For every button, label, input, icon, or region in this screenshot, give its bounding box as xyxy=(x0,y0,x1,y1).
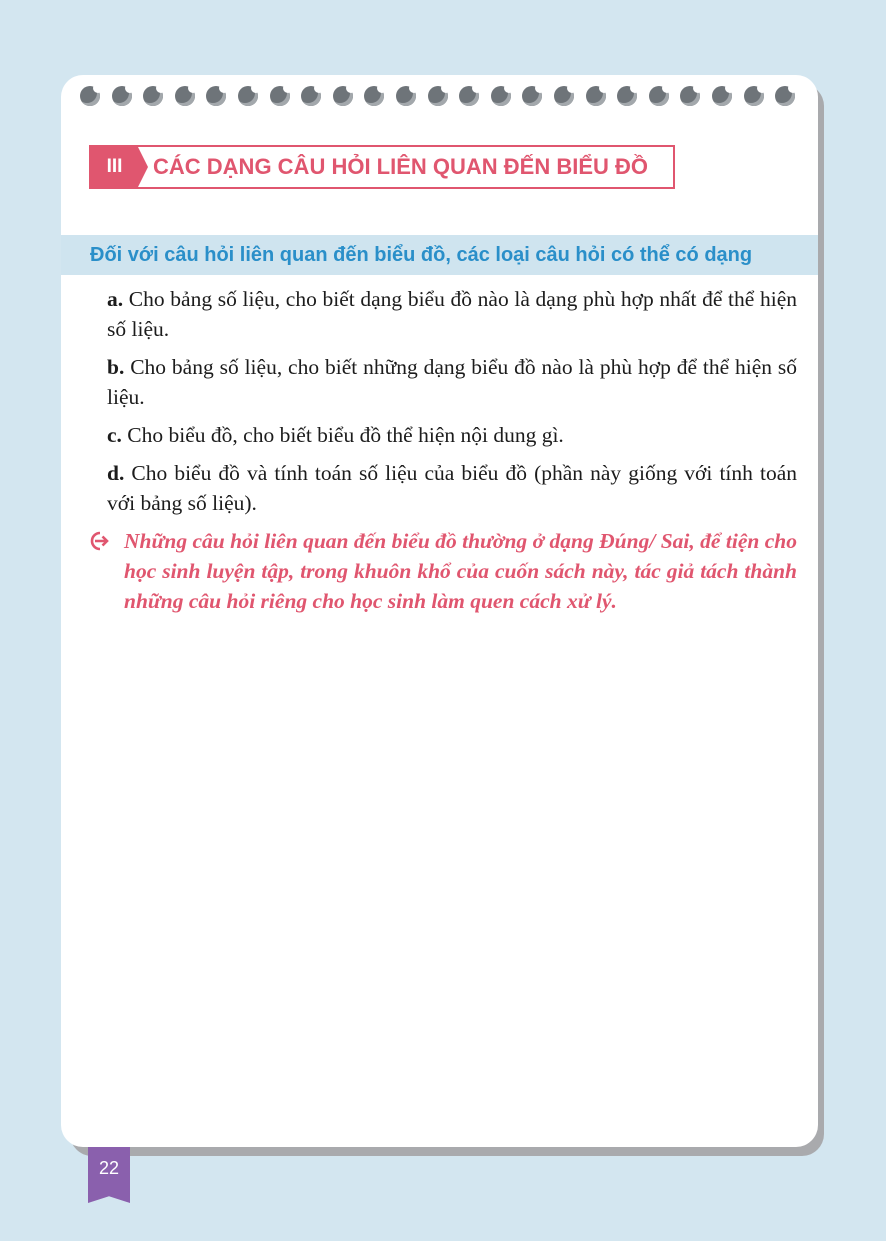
spiral-binding xyxy=(80,86,810,110)
arrow-circle-right-icon xyxy=(90,531,110,551)
binding-ring-icon xyxy=(775,86,795,106)
item-letter: d. xyxy=(107,461,125,485)
binding-ring-icon xyxy=(206,86,226,106)
binding-ring-icon xyxy=(364,86,384,106)
binding-ring-icon xyxy=(80,86,100,106)
binding-ring-icon xyxy=(554,86,574,106)
section-arrow-icon xyxy=(138,147,148,187)
binding-ring-icon xyxy=(712,86,732,106)
binding-ring-icon xyxy=(396,86,416,106)
binding-ring-icon xyxy=(112,86,132,106)
binding-ring-icon xyxy=(270,86,290,106)
question-type-list xyxy=(107,284,797,526)
item-text: Cho biểu đồ, cho biết biểu đồ thể hiện nội dung gì. xyxy=(121,423,564,447)
item-text: Cho bảng số liệu, cho biết những dạng biểu đồ nào là phù hợp để thể hiện số liệu. xyxy=(107,355,797,409)
item-text: Cho biểu đồ và tính toán số liệu của biểu đồ (phần này giống với tính toán với bảng số liệu). xyxy=(107,461,797,515)
binding-ring-icon xyxy=(649,86,669,106)
item-letter: a. xyxy=(107,287,124,311)
binding-ring-icon xyxy=(586,86,606,106)
item-letter: c. xyxy=(107,423,122,447)
binding-ring-icon xyxy=(522,86,542,106)
item-letter: b. xyxy=(107,355,125,379)
note-text: Những câu hỏi liên quan đến biểu đồ thường ở dạng Đúng/ Sai, để tiện cho học sinh luyện tập, trong khuôn khổ của cuốn sách này, tác giả tách thành những câu hỏi riêng cho học sinh làm quen cách xử lý. xyxy=(124,529,797,613)
section-heading xyxy=(89,145,675,189)
list-item xyxy=(107,352,797,412)
binding-ring-icon xyxy=(491,86,511,106)
list-item xyxy=(107,284,797,344)
list-item xyxy=(107,420,797,450)
subheading: Đối với câu hỏi liên quan đến biểu đồ, các loại câu hỏi có thể có dạng xyxy=(90,244,753,266)
binding-ring-icon xyxy=(617,86,637,106)
list-item xyxy=(107,458,797,518)
binding-ring-icon xyxy=(428,86,448,106)
binding-ring-icon xyxy=(744,86,764,106)
binding-ring-icon xyxy=(238,86,258,106)
binding-ring-icon xyxy=(175,86,195,106)
page-number: 22 xyxy=(98,1158,120,1178)
binding-ring-icon xyxy=(333,86,353,106)
section-title: CÁC DẠNG CÂU HỎI LIÊN QUAN ĐẾN BIỂU ĐỒ xyxy=(153,154,649,179)
binding-ring-icon xyxy=(459,86,479,106)
binding-ring-icon xyxy=(143,86,163,106)
item-text: Cho bảng số liệu, cho biết dạng biểu đồ nào là dạng phù hợp nhất để thể hiện số liệu. xyxy=(107,287,797,341)
binding-ring-icon xyxy=(680,86,700,106)
section-number: III xyxy=(91,147,138,187)
binding-ring-icon xyxy=(301,86,321,106)
